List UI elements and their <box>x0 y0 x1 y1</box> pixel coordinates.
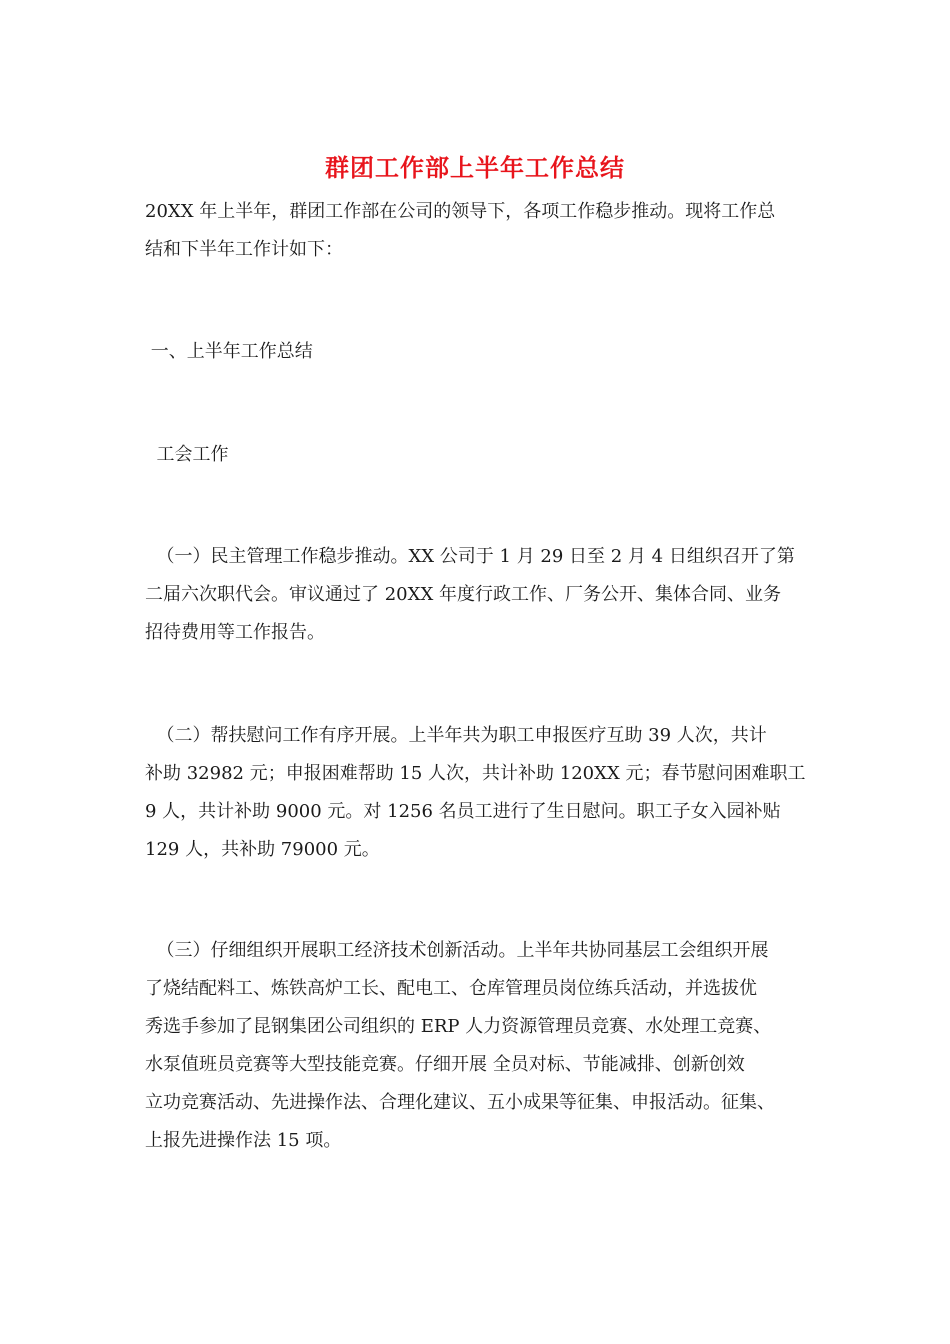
intro-paragraph <box>145 193 813 269</box>
text-line: 秀选手参加了昆钢集团公司组织的 ERP 人力资源管理员竞赛、水处理工竞赛、 <box>145 1016 772 1037</box>
text-line: 水泵值班员竞赛等大型技能竞赛。仔细开展 全员对标、节能减排、创新创效 <box>145 1054 745 1075</box>
text-line: （三）仔细组织开展职工经济技术创新活动。上半年共协同基层工会组织开展 <box>145 940 769 961</box>
text-line: 结和下半年工作计如下： <box>145 239 343 260</box>
text-line: 工会工作 <box>145 444 229 465</box>
text-line: 129 人，共补助 79000 元。 <box>145 839 380 860</box>
subsection-heading <box>145 436 813 474</box>
text-line: 上报先进操作法 15 项。 <box>145 1130 342 1151</box>
section-heading <box>145 333 813 371</box>
text-line: 招待费用等工作报告。 <box>145 622 325 643</box>
text-line: 了烧结配料工、炼铁高炉工长、配电工、仓库管理员岗位练兵活动，并选拔优 <box>145 978 757 999</box>
text-line: 补助 32982 元；申报困难帮助 15 人次，共计补助 120XX 元；春节慰问困难职工 <box>145 763 806 784</box>
text-line: 立功竞赛活动、先进操作法、合理化建议、五小成果等征集、申报活动。征集、 <box>145 1092 775 1113</box>
text-line: 20XX 年上半年，群团工作部在公司的领导下，各项工作稳步推动。现将工作总 <box>145 201 776 222</box>
item-paragraph <box>145 717 813 869</box>
text-line: 9 人，共计补助 9000 元。对 1256 名员工进行了生日慰问。职工子女入园补贴 <box>145 801 781 822</box>
text-line: 一、上半年工作总结 <box>145 341 313 362</box>
text-line: （一）民主管理工作稳步推动。XX 公司于 1 月 29 日至 2 月 4 日组织召开了第 <box>145 546 795 567</box>
document-title: 群团工作部上半年工作总结 <box>325 154 625 182</box>
item-paragraph <box>145 932 813 1160</box>
text-line: 二届六次职代会。审议通过了 20XX 年度行政工作、厂务公开、集体合同、业务 <box>145 584 781 605</box>
item-paragraph <box>145 538 813 652</box>
text-line: （二）帮扶慰问工作有序开展。上半年共为职工申报医疗互助 39 人次，共计 <box>145 725 767 746</box>
